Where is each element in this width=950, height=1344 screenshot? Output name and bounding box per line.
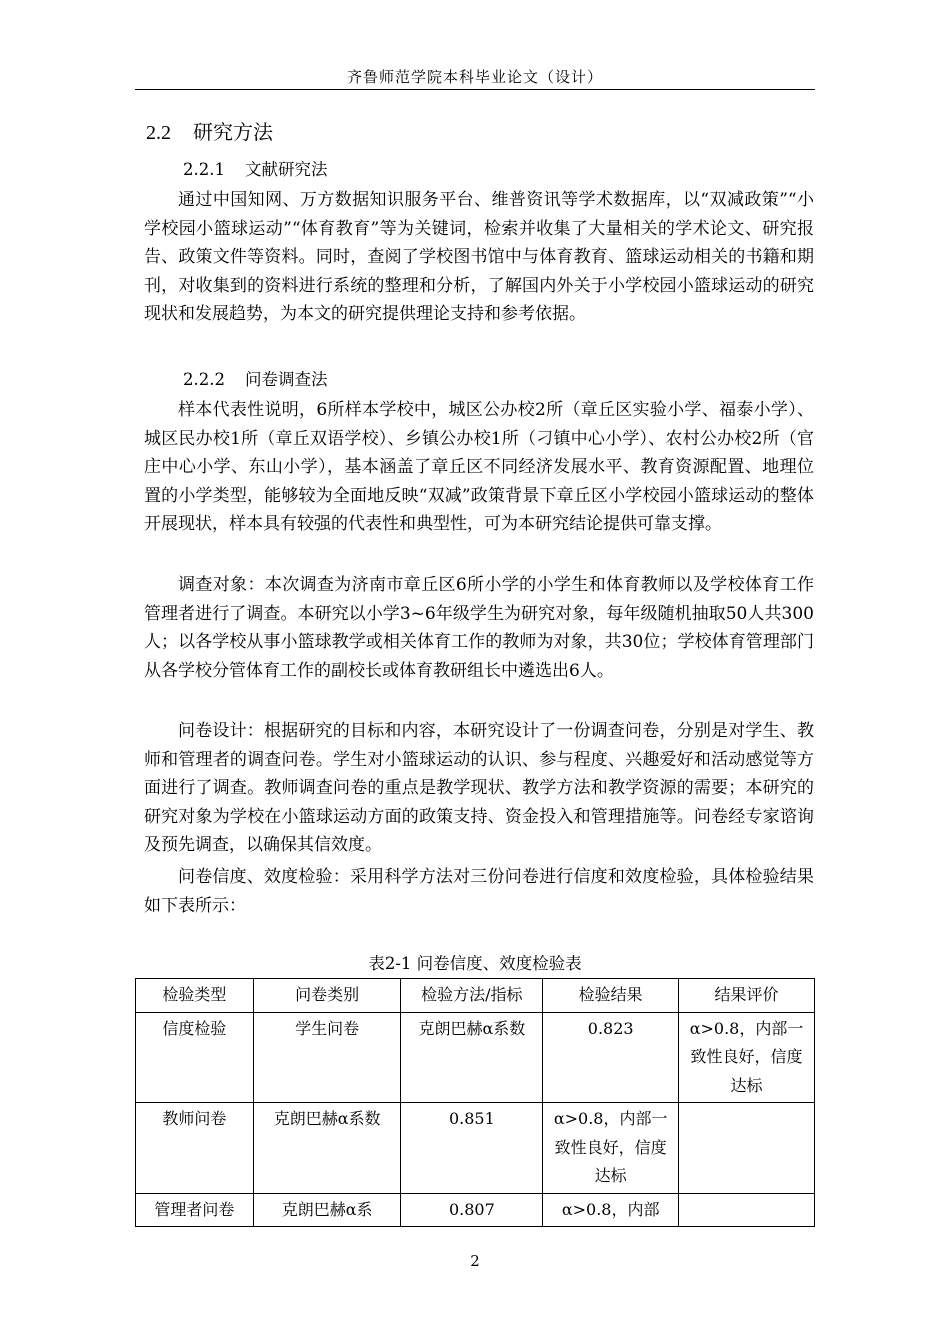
page-number: 2: [470, 1252, 480, 1270]
subsection-number: 2.2.2: [183, 370, 225, 389]
subsection-title: 文献研究法: [244, 160, 328, 179]
table-cell: 信度检验: [136, 1012, 254, 1103]
table-cell: 管理者问卷: [136, 1193, 254, 1227]
validity-table: [135, 978, 815, 1227]
section-heading: [146, 116, 273, 145]
table-cell: [679, 1193, 815, 1227]
table-row: [136, 1012, 815, 1103]
sample-paragraph: 样本代表性说明，6所样本学校中，城区公办校2所（章丘区实验小学、福泰小学）、城区民办校1所（章丘双语学校）、乡镇公办校1所（刁镇中心小学）、农村公办校2所（官庄中心小学、东山小学），基本涵盖了章丘区不同经济发展水平、教育资源配置、地理位置的小学类型，能够较为全面地反映“双减”政策背景下章丘区小学校园小篮球运动的整体开展现状，样本具有较强的代表性和典型性，可为本研究结论提供可靠支撑。: [144, 400, 814, 534]
table-caption: 表2-1 问卷信度、效度检验表: [368, 954, 582, 973]
table-cell: 克朗巴赫α系数: [401, 1012, 543, 1103]
header-rule: [135, 89, 815, 90]
table-cell: 0.807: [401, 1193, 543, 1227]
table-cell: 0.851: [401, 1103, 543, 1194]
design-paragraph: 问卷设计：根据研究的目标和内容，本研究设计了一份调查问卷，分别是对学生、教师和管理者的调查问卷。学生对小篮球运动的认识、参与程度、兴趣爱好和活动感觉等方面进行了调查。教师调查问卷的重点是教学现状、教学方法和教学资源的需要；本研究的研究对象为学校在小篮球运动方面的政策支持、资金投入和管理措施等。问卷经专家谘询及预先调查，以确保其信效度。: [144, 721, 814, 855]
table-row: [136, 1103, 815, 1194]
table-cell: 克朗巴赫α系: [253, 1193, 401, 1227]
table-header-row: [136, 979, 815, 1013]
subsection-number: 2.2.1: [183, 160, 225, 179]
table-header-cell: 结果评价: [679, 979, 815, 1013]
subsection-heading-2: [183, 366, 327, 390]
table-header-cell: 检验结果: [543, 979, 679, 1013]
table-cell: 0.823: [543, 1012, 679, 1103]
table-header-cell: 检验类型: [136, 979, 254, 1013]
table-cell: α>0.8，内部: [543, 1193, 679, 1227]
section-title: 研究方法: [193, 120, 273, 144]
table-cell: α>0.8，内部一致性良好，信度达标: [543, 1103, 679, 1194]
page-header: 齐鲁师范学院本科毕业论文（设计）: [346, 68, 603, 86]
subsection-title: 问卷调查法: [244, 370, 328, 389]
table-cell: 学生问卷: [253, 1012, 401, 1103]
literature-paragraph: 通过中国知网、万方数据知识服务平台、维普资讯等学术数据库，以“双减政策”“小学校园小篮球运动”“体育教育”等为关键词，检索并收集了大量相关的学术论文、研究报告、政策文件等资料。同时，查阅了学校图书馆中与体育教育、篮球运动相关的书籍和期刊，对收集到的资料进行系统的整理和分析，了解国内外关于小学校园小篮球运动的研究现状和发展趋势，为本文的研究提供理论支持和参考依据。: [144, 190, 814, 324]
subjects-paragraph: 调查对象：本次调查为济南市章丘区6所小学的小学生和体育教师以及学校体育工作管理者进行了调查。本研究以小学3~6年级学生为研究对象，每年级随机抽取50人共300人；以各学校从事小篮球教学或相关体育工作的教师为对象，共30位；学校体育管理部门从各学校分管体育工作的副校长或体育教研组长中遴选出6人。: [144, 575, 814, 681]
table-cell: α>0.8，内部一致性良好，信度达标: [679, 1012, 815, 1103]
table-cell: [679, 1103, 815, 1194]
subsection-heading-1: [183, 156, 327, 180]
table-header-cell: 检验方法/指标: [401, 979, 543, 1013]
table-cell: 克朗巴赫α系数: [253, 1103, 401, 1194]
table-cell: 教师问卷: [136, 1103, 254, 1194]
table-header-cell: 问卷类别: [253, 979, 401, 1013]
validity-paragraph: 问卷信度、效度检验：采用科学方法对三份问卷进行信度和效度检验，具体检验结果如下表所示：: [144, 867, 814, 916]
table-row: [136, 1193, 815, 1227]
section-number: 2.2: [146, 122, 171, 144]
